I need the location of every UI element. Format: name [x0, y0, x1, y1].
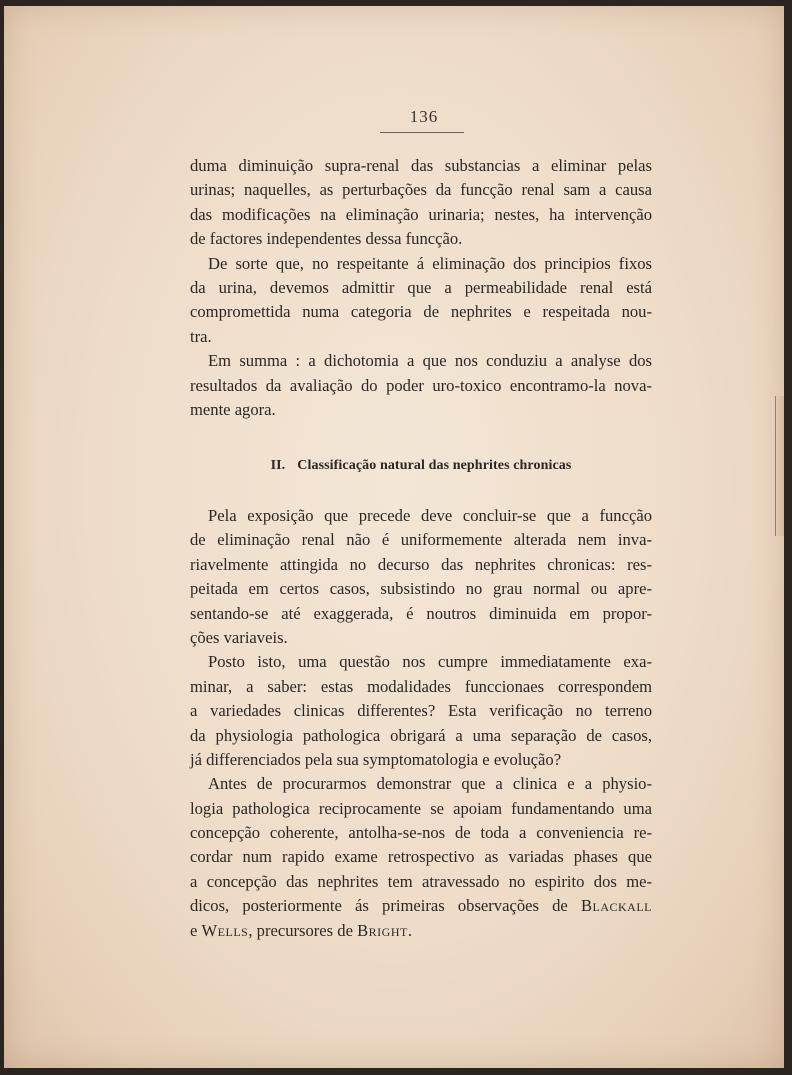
- text-fragment: dicos, posteriormente ás primeiras observações de: [190, 896, 568, 916]
- text-line: da physiologia pathologica obrigará a uma separação de casos,: [190, 725, 652, 745]
- text-line: logia pathologica reciprocamente se apoiam fundamentando uma: [190, 798, 652, 818]
- paragraph: [190, 772, 652, 943]
- text-fragment: , precursores de: [248, 920, 358, 940]
- paragraph: [190, 154, 652, 252]
- text-line: [190, 919, 652, 943]
- text-line: [190, 894, 652, 918]
- bottom-text-block: [190, 504, 652, 943]
- page-number: 136: [409, 107, 439, 126]
- section-heading: [190, 458, 652, 474]
- text-line: De sorte que, no respeitante á eliminação dos principios fixos: [208, 253, 652, 273]
- paragraph: [190, 349, 652, 422]
- section-title: Classificação natural das nephrites chronicas: [297, 458, 572, 473]
- text-fragment: .: [407, 920, 412, 940]
- text-line: Pela exposição que precede deve concluir-se que a funcção: [208, 506, 652, 525]
- author-name: Blackall: [580, 896, 652, 916]
- text-line: de eliminação renal não é uniformemente alterada nem inva-: [190, 530, 652, 550]
- text-line: concepção coherente, antolha-se-nos de toda a conveniencia re-: [190, 823, 652, 843]
- text-line: das modificações na eliminação urinaria; nestes, ha intervenção: [190, 204, 652, 224]
- text-line: Antes de procurarmos demonstrar que a clinica e a physio-: [208, 774, 652, 794]
- text-line: peitada em certos casos, subsistindo no grau normal ou apre-: [190, 579, 652, 599]
- text-line: de factores independentes dessa funcção.: [190, 229, 463, 249]
- page-edge-tab: [775, 396, 784, 536]
- paragraph: [190, 252, 652, 350]
- text-line: resultados da avaliação do poder uro-toxico encontramo-la nova-: [190, 375, 652, 395]
- text-line: sentando-se até exaggerada, é noutros diminuida em propor-: [190, 603, 652, 623]
- text-line: a concepção das nephrites tem atravessado no espirito dos me-: [190, 871, 652, 891]
- top-text-block: [190, 154, 652, 422]
- paragraph: [190, 650, 652, 772]
- author-name: Wells: [201, 920, 249, 940]
- page-number-rule: [380, 132, 464, 133]
- text-line: Posto isto, uma questão nos cumpre immediatamente exa-: [208, 652, 652, 672]
- text-line: tra.: [190, 326, 212, 346]
- text-line: mente agora.: [190, 399, 276, 419]
- text-fragment: e: [190, 920, 202, 940]
- author-name: Bright: [357, 920, 408, 940]
- text-line: urinas; naquelles, as perturbações da funcção renal sam a causa: [190, 180, 652, 200]
- text-line: duma diminuição supra-renal das substancias a eliminar pelas: [190, 156, 652, 175]
- text-line: a variedades clinicas differentes? Esta verificação no terreno: [190, 701, 652, 721]
- text-line: da urina, devemos admittir que a permeabilidade renal está: [190, 277, 652, 297]
- text-line: minar, a saber: estas modalidades funccionaes correspondem: [190, 676, 652, 696]
- text-line: cordar num rapido exame retrospectivo as variadas phases que: [190, 847, 652, 867]
- text-line: já differenciados pela sua symptomatologia e evolução?: [190, 749, 562, 769]
- section-number: II.: [270, 458, 286, 473]
- text-line: Em summa : a dichotomia a que nos conduziu a analyse dos: [208, 351, 652, 371]
- text-line: ções variaveis.: [190, 627, 288, 647]
- document-page: [4, 6, 784, 1068]
- text-line: riavelmente attingida no decurso das nephrites chronicas: res-: [190, 554, 652, 574]
- text-line: compromettida numa categoria de nephrites e respeitada nou-: [190, 302, 652, 322]
- paragraph: [190, 504, 652, 650]
